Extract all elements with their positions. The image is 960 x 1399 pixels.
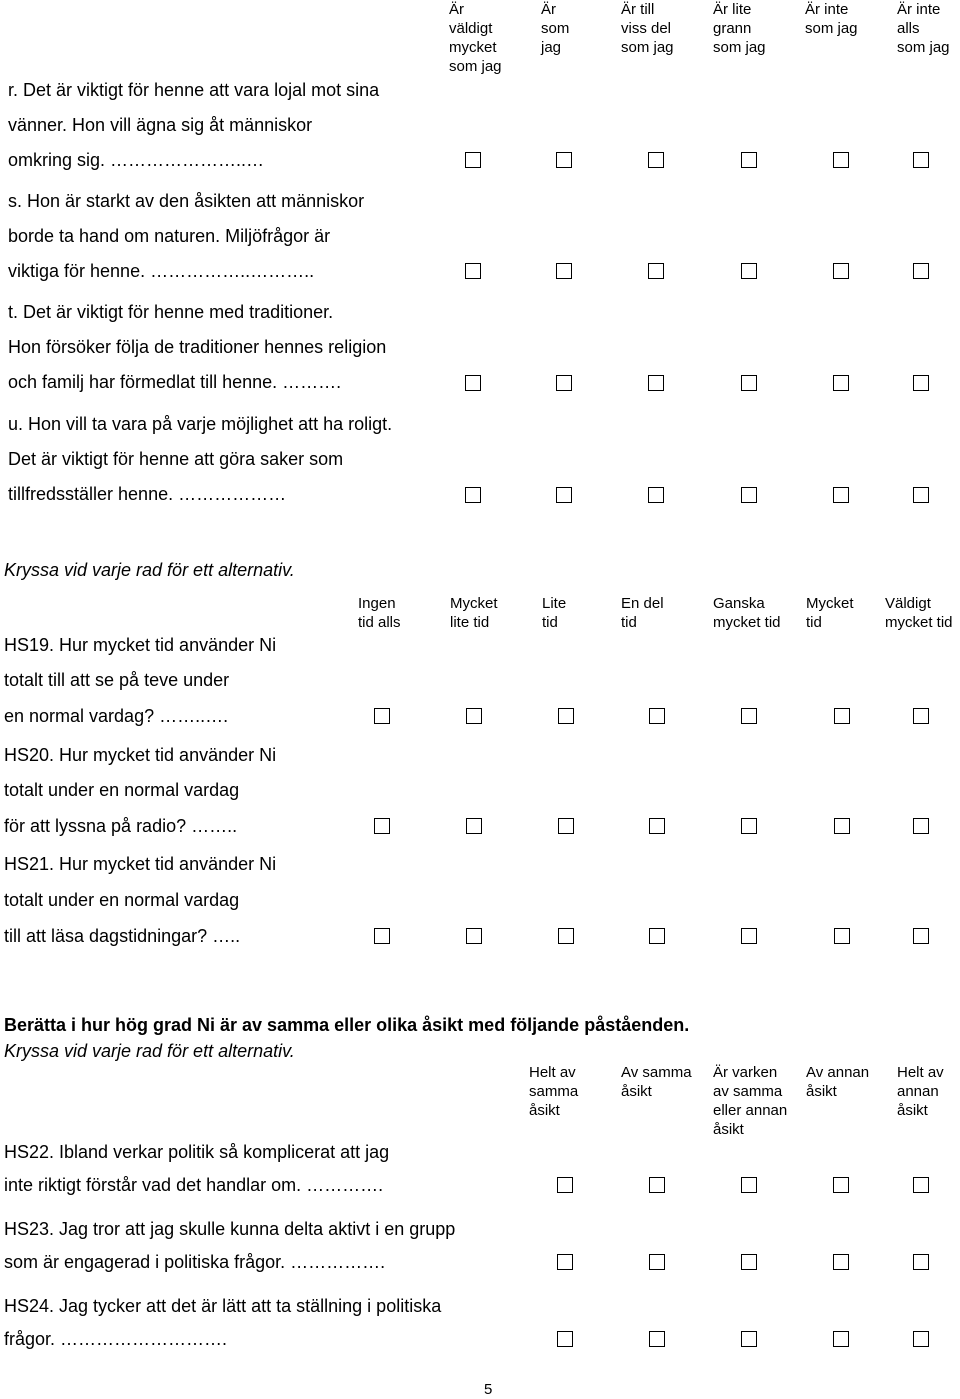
checkbox[interactable] (374, 818, 390, 834)
checkbox[interactable] (741, 708, 757, 724)
checkbox[interactable] (556, 263, 572, 279)
s1-header-1: Är som jag (541, 1, 570, 56)
checkbox[interactable] (913, 1177, 929, 1193)
item-line: en normal vardag? ……..…. (4, 706, 229, 726)
s2-header-0: Ingen tid alls (358, 595, 401, 631)
checkbox[interactable] (557, 1254, 573, 1270)
checkbox[interactable] (741, 263, 757, 279)
checkbox[interactable] (913, 928, 929, 944)
item-line: Det är viktigt för henne att göra saker som (8, 449, 344, 469)
s2-header-3: En del tid (621, 595, 664, 631)
checkbox[interactable] (374, 708, 390, 724)
checkbox[interactable] (374, 928, 390, 944)
item-line: HS24. Jag tycker att det är lätt att ta ställning i politiska (4, 1296, 442, 1316)
checkbox[interactable] (648, 263, 664, 279)
checkbox[interactable] (465, 263, 481, 279)
checkbox[interactable] (465, 152, 481, 168)
item-line: borde ta hand om naturen. Miljöfrågor är (8, 226, 331, 246)
checkbox[interactable] (466, 818, 482, 834)
item-line: totalt till att se på teve under (4, 670, 230, 690)
checkbox[interactable] (833, 1331, 849, 1347)
checkbox[interactable] (558, 818, 574, 834)
checkbox[interactable] (913, 818, 929, 834)
checkbox[interactable] (913, 487, 929, 503)
checkbox[interactable] (834, 818, 850, 834)
checkbox[interactable] (649, 708, 665, 724)
s1-header-2: Är till viss del som jag (621, 1, 674, 56)
item-line: inte riktigt förstår vad det handlar om. …………. (4, 1175, 384, 1195)
s2-header-1: Mycket lite tid (450, 595, 498, 631)
s2-header-5: Mycket tid (806, 595, 854, 631)
item-line: vänner. Hon vill ägna sig åt människor (8, 115, 313, 135)
checkbox[interactable] (833, 263, 849, 279)
checkbox[interactable] (466, 928, 482, 944)
checkbox[interactable] (913, 375, 929, 391)
checkbox[interactable] (741, 152, 757, 168)
checkbox[interactable] (833, 487, 849, 503)
checkbox[interactable] (913, 708, 929, 724)
item-line: för att lyssna på radio? …….. (4, 816, 238, 836)
checkbox[interactable] (557, 1331, 573, 1347)
s2-header-6: Väldigt mycket tid (885, 595, 953, 631)
checkbox[interactable] (556, 375, 572, 391)
s1-header-3: Är lite grann som jag (713, 1, 766, 56)
item-line: och familj har förmedlat till henne. ………. (8, 372, 342, 392)
checkbox[interactable] (834, 928, 850, 944)
instruction: Kryssa vid varje rad för ett alternativ. (4, 1041, 295, 1061)
checkbox[interactable] (741, 1254, 757, 1270)
section-title: Berätta i hur hög grad Ni är av samma eller olika åsikt med följande påståenden. (4, 1015, 690, 1035)
checkbox[interactable] (649, 1254, 665, 1270)
checkbox[interactable] (465, 487, 481, 503)
item-line: HS21. Hur mycket tid använder Ni (4, 854, 277, 874)
checkbox[interactable] (649, 1177, 665, 1193)
checkbox[interactable] (648, 152, 664, 168)
checkbox[interactable] (913, 1254, 929, 1270)
item-line: r. Det är viktigt för henne att vara lojal mot sina (8, 80, 380, 100)
s1-header-0: Är väldigt mycket som jag (449, 1, 502, 75)
checkbox[interactable] (741, 1177, 757, 1193)
item-line: totalt under en normal vardag (4, 890, 240, 910)
checkbox[interactable] (834, 708, 850, 724)
checkbox[interactable] (913, 152, 929, 168)
instruction: Kryssa vid varje rad för ett alternativ. (4, 560, 295, 580)
item-line: HS20. Hur mycket tid använder Ni (4, 745, 277, 765)
checkbox[interactable] (556, 487, 572, 503)
s1-header-4: Är inte som jag (805, 1, 858, 37)
checkbox[interactable] (649, 928, 665, 944)
checkbox[interactable] (741, 487, 757, 503)
s3-header-4: Helt av annan åsikt (897, 1064, 944, 1119)
s3-header-3: Av annan åsikt (806, 1064, 870, 1100)
checkbox[interactable] (558, 708, 574, 724)
item-line: tillfredsställer henne. ……………… (8, 484, 287, 504)
checkbox[interactable] (913, 263, 929, 279)
checkbox[interactable] (466, 708, 482, 724)
checkbox[interactable] (833, 152, 849, 168)
s2-header-4: Ganska mycket tid (713, 595, 781, 631)
item-line: Hon försöker följa de traditioner hennes religion (8, 337, 387, 357)
checkbox[interactable] (741, 1331, 757, 1347)
checkbox[interactable] (558, 928, 574, 944)
s1-header-5: Är inte alls som jag (897, 1, 950, 56)
page-number: 5 (484, 1381, 493, 1398)
checkbox[interactable] (913, 1331, 929, 1347)
item-line: HS23. Jag tror att jag skulle kunna delta aktivt i en grupp (4, 1219, 456, 1239)
checkbox[interactable] (741, 375, 757, 391)
checkbox[interactable] (557, 1177, 573, 1193)
item-line: till att läsa dagstidningar? ….. (4, 926, 241, 946)
s2-header-2: Lite tid (542, 595, 567, 631)
checkbox[interactable] (556, 152, 572, 168)
checkbox[interactable] (648, 375, 664, 391)
s3-header-1: Av samma åsikt (621, 1064, 692, 1100)
s3-header-0: Helt av samma åsikt (529, 1064, 579, 1119)
item-line: HS19. Hur mycket tid använder Ni (4, 635, 277, 655)
checkbox[interactable] (741, 928, 757, 944)
item-line: u. Hon vill ta vara på varje möjlighet att ha roligt. (8, 414, 393, 434)
checkbox[interactable] (833, 375, 849, 391)
item-line: t. Det är viktigt för henne med traditioner. (8, 302, 334, 322)
s3-header-2: Är varken av samma eller annan åsikt (713, 1064, 788, 1138)
checkbox[interactable] (649, 1331, 665, 1347)
item-line: totalt under en normal vardag (4, 780, 240, 800)
checkbox[interactable] (649, 818, 665, 834)
checkbox[interactable] (465, 375, 481, 391)
checkbox[interactable] (833, 1254, 849, 1270)
item-line: omkring sig. …………………..… (8, 150, 265, 170)
checkbox[interactable] (648, 487, 664, 503)
item-line: HS22. Ibland verkar politik så komplicerat att jag (4, 1142, 390, 1162)
item-line: s. Hon är starkt av den åsikten att människor (8, 191, 365, 211)
item-line: viktiga för henne. ……………..……….. (8, 261, 315, 281)
item-line: som är engagerad i politiska frågor. ……………. (4, 1252, 386, 1272)
checkbox[interactable] (741, 818, 757, 834)
checkbox[interactable] (833, 1177, 849, 1193)
item-line: frågor. ………………………. (4, 1329, 228, 1349)
